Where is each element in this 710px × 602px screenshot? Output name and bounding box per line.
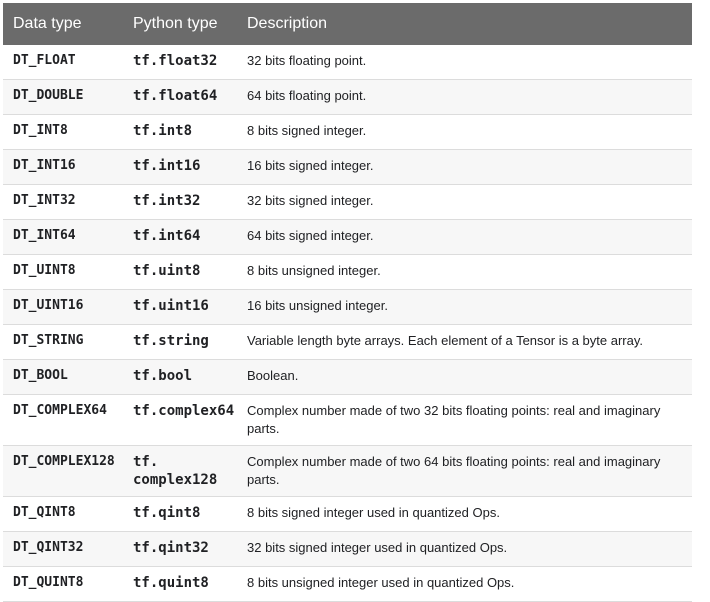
cell-data-type: DT_COMPLEX64 xyxy=(13,403,107,418)
table-row xyxy=(3,497,692,532)
cell-python-type: tf.float32 xyxy=(133,53,218,69)
cell-python-type: tf.float64 xyxy=(133,88,218,104)
cell-description: 16 bits signed integer. xyxy=(247,158,374,173)
cell-description: 64 bits signed integer. xyxy=(247,228,374,243)
cell-python-type: tf.int64 xyxy=(133,228,201,244)
cell-description: 8 bits unsigned integer used in quantized Ops. xyxy=(247,575,515,590)
table-row xyxy=(3,45,692,80)
cell-description: 16 bits unsigned integer. xyxy=(247,298,388,313)
table-row xyxy=(3,325,692,360)
cell-description: Complex number made of two 32 bits floating points: real and imaginary parts. xyxy=(247,403,661,436)
cell-description: Variable length byte arrays. Each element of a Tensor is a byte array. xyxy=(247,333,643,348)
cell-data-type: DT_QINT32 xyxy=(13,540,84,555)
cell-python-type: tf.uint8 xyxy=(133,263,201,279)
cell-description: Complex number made of two 64 bits floating points: real and imaginary parts. xyxy=(247,454,661,487)
cell-data-type: DT_UINT8 xyxy=(13,263,76,278)
table-row xyxy=(3,185,692,220)
cell-description: 8 bits unsigned integer. xyxy=(247,263,381,278)
table-row xyxy=(3,532,692,567)
cell-python-type: tf.qint32 xyxy=(133,540,209,556)
table-row xyxy=(3,446,692,497)
header-row xyxy=(3,3,692,45)
table-row xyxy=(3,360,692,395)
cell-data-type: DT_COMPLEX128 xyxy=(13,454,115,469)
cell-python-type: tf.complex64 xyxy=(133,403,235,419)
cell-description: 8 bits signed integer used in quantized Ops. xyxy=(247,505,500,520)
header-python-type: Python type xyxy=(133,15,218,32)
cell-description: 8 bits signed integer. xyxy=(247,123,367,138)
data-types-table-container xyxy=(3,3,692,602)
table-row xyxy=(3,115,692,150)
cell-python-type: tf. complex128 xyxy=(133,454,218,488)
table-row xyxy=(3,150,692,185)
cell-python-type: tf.quint8 xyxy=(133,575,209,591)
cell-data-type: DT_STRING xyxy=(13,333,84,348)
cell-data-type: DT_DOUBLE xyxy=(13,88,84,103)
cell-python-type: tf.int16 xyxy=(133,158,201,174)
cell-python-type: tf.string xyxy=(133,333,209,349)
cell-description: 32 bits floating point. xyxy=(247,53,367,68)
cell-description: Boolean. xyxy=(247,368,299,383)
cell-data-type: DT_INT64 xyxy=(13,228,76,243)
cell-data-type: DT_QINT8 xyxy=(13,505,76,520)
cell-data-type: DT_QUINT8 xyxy=(13,575,84,590)
cell-data-type: DT_INT8 xyxy=(13,123,68,138)
table-row xyxy=(3,220,692,255)
header-description: Description xyxy=(247,15,328,32)
cell-description: 32 bits signed integer used in quantized Ops. xyxy=(247,540,508,555)
cell-data-type: DT_FLOAT xyxy=(13,53,76,68)
data-types-table xyxy=(3,3,692,602)
header-data-type: Data type xyxy=(13,15,82,32)
cell-data-type: DT_BOOL xyxy=(13,368,68,383)
cell-python-type: tf.int32 xyxy=(133,193,201,209)
cell-data-type: DT_UINT16 xyxy=(13,298,84,313)
table-header xyxy=(3,3,692,45)
cell-python-type: tf.int8 xyxy=(133,123,193,139)
cell-description: 64 bits floating point. xyxy=(247,88,367,103)
table-row xyxy=(3,255,692,290)
table-row xyxy=(3,567,692,602)
cell-description: 32 bits signed integer. xyxy=(247,193,374,208)
cell-data-type: DT_INT32 xyxy=(13,193,76,208)
cell-python-type: tf.qint8 xyxy=(133,505,201,521)
cell-data-type: DT_INT16 xyxy=(13,158,76,173)
cell-python-type: tf.uint16 xyxy=(133,298,209,314)
cell-python-type: tf.bool xyxy=(133,368,193,384)
table-row xyxy=(3,395,692,446)
table-row xyxy=(3,80,692,115)
table-row xyxy=(3,290,692,325)
table-body xyxy=(3,45,692,602)
